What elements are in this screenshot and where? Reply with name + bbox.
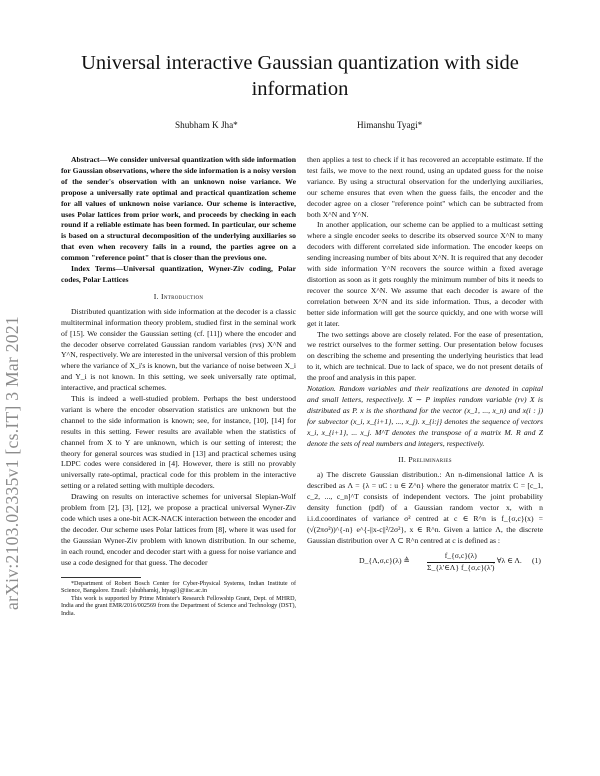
equation-fraction: [427, 551, 495, 574]
footnote-divider: [61, 577, 141, 578]
footnote-funding: This work is supported by Prime Minister's Research Fellowship Grant, Dept. of MHRD, India and the grant EMR/2016/002569 from the Department of Science and Technology (DST), India.: [61, 595, 296, 617]
equation-condition: , ∀λ ∈ Λ.: [493, 555, 522, 565]
intro-paragraph-3: Drawing on results on interactive schemes for universal Slepian-Wolf problem from [2], [3], [12], we propose a practical universal Wyner-Ziv code which uses a one-bit ACK-NACK interaction between the encoder and the decoder. Our scheme uses Polar lattices from [8], where it was used for the Gaussian Wyner-Ziv problem with known distribution. In our scheme, in each round, encoder and decoder start with a guess for noise variance and use a code designed for that guess. The decoder: [61, 492, 296, 567]
footnote-affiliation: *Department of Robert Bosch Center for Cyber-Physical Systems, Indian Institute of Science, Bangalore. Email: {shubhamkj, htyagi}@iisc.ac.in: [61, 580, 296, 595]
equation-denominator: Σ_{λ'∈Λ} f_{σ,c}(λ'): [427, 562, 495, 572]
intro-paragraph-2: This is indeed a well-studied problem. Perhaps the best understood variant is where the encoder observation statistics are unknown but the channel to the side information is known; see, for instance, [10], [14] for results in this setting. Fewer results are available when the statistics of channel from X to Y are unknown, which is our setting of interest; the theory for general sources was studied in [13] and practical schemes using LDPC codes were considered in [4]. However, there is still no provably universally rate-optimal, practical code for this problem in the interactive setting or a related setting with multiple decoders.: [61, 394, 296, 491]
right-paragraph-3: The two settings above are closely related. For the ease of presentation, we restrict ourselves to the former setting. Our presentation below focuses on describing the scheme and presenting the underlying heuristics that lead to it, which are technical. Due to lack of space, we do not present details of the proof and analysis in this paper.: [307, 329, 543, 383]
author-1: Shubham K Jha*: [175, 120, 238, 130]
arxiv-identifier[interactable]: arXiv:2103.02335v1 [cs.IT] 3 Mar 2021: [2, 316, 22, 610]
index-terms: Index Terms—Universal quantization, Wyner-Ziv coding, Polar codes, Polar Lattices: [61, 264, 296, 284]
equation-lhs: D_{Λ,σ,c}(λ) ≜: [359, 555, 410, 565]
equation-1: [307, 551, 543, 581]
section-heading-preliminaries: II. Preliminaries: [398, 455, 452, 465]
author-2: Himanshu Tyagi*: [357, 120, 423, 130]
abstract: Abstract—We consider universal quantization with side information for Gaussian observations, where the side information is a noisy version of the sender's observation with an unknown noise variance. We propose a universally rate optimal and practical quantization scheme for all values of unknown noise variance. Our scheme is interactive, uses Polar lattices from prior work, and proceeds by checking in each round if a reliable estimate has been formed. In particular, our scheme is based on a structural decomposition of the underlying auxiliaries so that even when recovery fails in a round, the parties agree on a common "reference point" that is closer than the previous one.: [61, 155, 296, 263]
right-paragraph-2: In another application, our scheme can be applied to a multicast setting where a single encoder seeks to describe its observed source X^N to many decoders with different correlated side information. The encoder keeps on sending increasing number of bits about X^N. It is required that any decoder with side information Y^N recovers the source within a fixed average distortion as soon as it gets roughly the minimum number of bits it needs to recover the source X^N. We assume that each decoder is aware of the correlation between X^N and its side information. Thus, a decoder with better side information will get the source quickly, and one with worse will get it later.: [307, 220, 543, 328]
right-column: [307, 155, 543, 581]
equation-label: (1): [532, 555, 541, 565]
section-heading-introduction: I. Introduction: [153, 291, 204, 301]
right-paragraph-1: then applies a test to check if it has recovered an acceptable estimate. If the test fails, we move to the next round, using an updated guess for the noise variance. By using a structural observation for the underlying auxiliaries, our scheme ensures that even when the guess fails, the encoder and the decoder agree on a closer "reference point" which can be subtracted from both X^N and Y^N.: [307, 155, 543, 219]
paper-title: Universal interactive Gaussian quantization with side information: [81, 52, 519, 100]
discrete-gaussian-paragraph: a) The discrete Gaussian distribution.: An n-dimensional lattice Λ is described as Λ = {λ = uC : u ∈ Z^n} where the generator matrix C = [c_1, c_2, ..., c_n]^T consists of independent vectors. The joint probability density function (pdf) of a Gaussian random vector x, with n i.i.d.coordinates of variance σ² centred at c ∈ R^n is f_{σ,c}(x) = (√(2πσ²))^{-n} e^{-||x-c||²/2σ²}, x ∈ R^n. Given a lattice Λ, the discrete Gaussian distribution over Λ ⊂ R^n centred at c is defined as :: [307, 470, 543, 545]
intro-paragraph-1: Distributed quantization with side information at the decoder is a classic multiterminal information theory problem, studied first in the seminal work of [15]. We consider the Gaussian setting (cf. [11]) where the encoder and the decoder observe correlated Gaussian random variables (rvs) X^N and Y^N, respectively. We are interested in the universal version of this problem where the variance of X_i's is known, but the variance of noise between X_i and Y_i is not known. In this setting, we seek universally rate optimal, interactive, and practical schemes.: [61, 306, 296, 393]
notation-paragraph: Notation. Random variables and their realizations are denoted in capital and small letters, respectively. X ∼ P implies random variable (rv) X is distributed as P. x is the shorthand for the vector (x_1, ..., x_n) and x(i : j) for subvector (x_i, x_{i+1}, ..., x_j). x_{i:j} denotes the sequence of vectors x_i, x_{i+1}, ... x_j. M^T denotes the transpose of a matrix M. R and Z denote the sets of real numbers and integers, respectively.: [307, 384, 543, 448]
equation-numerator: f_{σ,c}(λ): [427, 551, 495, 563]
left-column: [61, 155, 296, 619]
